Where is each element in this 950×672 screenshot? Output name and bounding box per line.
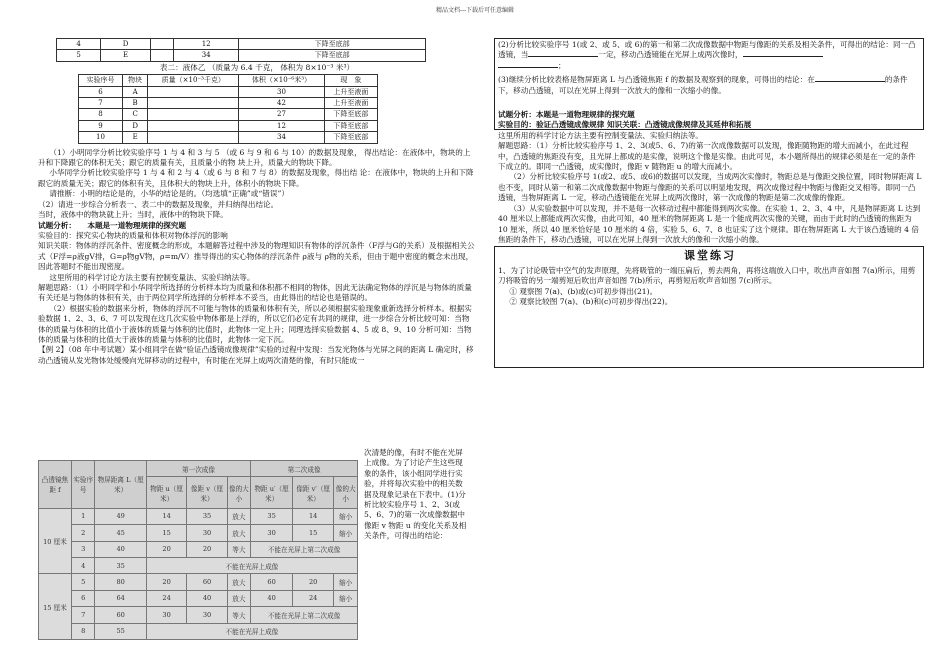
table-cell: A <box>122 86 147 97</box>
focal-cell: 15 厘米 <box>39 574 72 640</box>
table-header: 现 象 <box>324 75 377 86</box>
left-column <box>38 38 476 366</box>
q-part3-right: (3)继续分析比较表格是物屏距离 L 与凸透镜焦距 f 的数据及观察到的现象，可得出的结论：在 的条件下，移动凸透镜，可以在光屏上得到一次放大的像和一次缩小的像。 <box>498 75 908 95</box>
focal-cell: 10 厘米 <box>39 508 72 574</box>
q-judge: 请推断：小明的结论是的，小华的结论是的。（均选填“正确”或“错误”） <box>49 189 289 199</box>
table-row <box>57 50 426 61</box>
table-cell <box>148 109 239 120</box>
table-cell <box>148 132 239 143</box>
lens-subheader: 像的大小 <box>334 477 358 508</box>
value-cell: 20 <box>146 541 187 557</box>
lens-row <box>39 623 358 639</box>
lens-subheader: 物距 u′（厘米） <box>251 477 293 508</box>
table-cell: 上升至液面 <box>324 86 377 97</box>
table-2-caption: 表二：液体乙 （质量为 6.4 千克， 体积为 8×10⁻³ 米³） <box>159 62 355 72</box>
methods-2: 这里所用的科学讨论方法主要有控制变量法、实验归纳法等。 <box>498 130 704 140</box>
q-part2b: 当时，液体中的物块就上升；当时，液体中的物块下降。 <box>38 210 228 220</box>
distance-cell: 35 <box>95 557 146 573</box>
distance-cell: 80 <box>95 574 146 590</box>
h-first: 第一次成像 <box>146 461 250 477</box>
value-cell: 等大 <box>227 541 251 557</box>
page-header: 精品文档---下载后可任意编辑 <box>435 7 515 14</box>
distance-cell: 40 <box>95 541 146 557</box>
value-cell: 35 <box>251 508 293 524</box>
exp-purpose: 实验目的：探究实心物块的质量和体积对物体浮沉的影响 <box>38 230 228 240</box>
seq-cell: 7 <box>71 607 95 623</box>
table-row <box>79 109 378 120</box>
value-cell: 40 <box>187 590 227 606</box>
table-header: 体积（×10⁻⁶米³） <box>239 75 324 86</box>
table-cell: 下降至底部 <box>239 39 426 50</box>
value-cell: 放大 <box>227 508 251 524</box>
knowledge-link: 知识关联：物体的浮沉条件、密度概念的形成，本题解答过程中涉及的物理知识有物体的浮沉条件（F浮与G的关系）及根据相关公式（F浮=ρ液gV排，G=ρ物gV物，ρ=m/V）推导得出的实心物体的浮沉条件 ρ液与 ρ物的关系，但由于题中密度的概念未出现，因此答题时不能出现密度。 <box>38 241 475 272</box>
value-cell: 20 <box>187 541 227 557</box>
no-image-cell: 不能在光屏上成像 <box>146 557 357 573</box>
solution-1: 解题思路：（1）小明同学和小华同学所选择的分析样本均为质量和体积都不相同的物体，因此无法确定物体的浮沉是与物体的质量有关还是与物体的体积有关，由于两位同学所选择的分析样本不妥当，由此得出的结论也是错误的。 <box>38 282 472 303</box>
example-2: 【例 2】（08 年中考试题）某小组同学在做“验证凸透镜成像规律”实验的过程中发现：当发光物体与光屏之间的距离 L 确定时，移动凸透镜从发光物体处缓慢向光屏移动的过程中，有时能在光屏上成两次清楚的像，有时只能成一 <box>38 345 474 365</box>
table-cell: 30 <box>239 86 324 97</box>
value-cell: 35 <box>187 508 227 524</box>
table-cell: 12 <box>239 120 324 131</box>
value-cell: 15 <box>146 525 187 541</box>
table-cell: 下降至底部 <box>324 120 377 131</box>
exp-purpose-2: 实验目的：验证凸透镜成像规律 知识关联：凸透镜成像规律及其延伸和拓展 <box>498 120 752 130</box>
q-part2: （2）请进一步综合分析表一、表二中的数据及现象，并归纳得出结论。 <box>38 199 279 209</box>
table-cell: 27 <box>239 109 324 120</box>
table-1-tail <box>56 38 426 62</box>
lens-data-table-image <box>38 460 358 640</box>
table-cell: B <box>122 98 147 109</box>
analysis-title: 试题分析： 本题是一道物理规律的探究题 <box>38 220 187 230</box>
no-second-cell: 不能在光屏上第二次成像 <box>251 607 358 623</box>
value-cell: 20 <box>146 574 187 590</box>
value-cell: 30 <box>187 607 227 623</box>
value-cell: 30 <box>187 525 227 541</box>
h-seq: 实验序号 <box>71 461 95 509</box>
table-row <box>79 86 378 97</box>
practice-title: 课堂练习 <box>684 249 736 263</box>
table-cell: 5 <box>57 50 101 61</box>
table-cell <box>148 98 239 109</box>
lens-row <box>39 541 358 557</box>
practice-q1b: ② 观察比较图 7(a)、(b)和(c)可初步得出(22)。 <box>509 296 673 306</box>
lens-subheader: 像的大小 <box>227 477 251 508</box>
table-cell: C <box>122 109 147 120</box>
lens-row <box>39 525 358 541</box>
lens-subheader: 像距 v′（厘米） <box>292 477 333 508</box>
table-header: 物块 <box>122 75 147 86</box>
table-cell <box>148 120 239 131</box>
example-2-side-text: 次清楚的像，有时不能在光屏上成像。为了讨论产生这些现象的条件，该小组同学进行实验，并将每次实验中的相关数据及现象记录在下表中。(1)分析比较实验序号 1、2、3(或5、6、7)的第一次成像数据中像距 v 物距 u 的变化关系及相关条件，可得出的结论： <box>364 448 467 541</box>
value-cell: 缩小 <box>334 525 358 541</box>
lens-row <box>39 607 358 623</box>
table-cell: D <box>101 39 151 50</box>
seq-cell: 6 <box>71 590 95 606</box>
distance-cell: 55 <box>95 623 146 639</box>
table-2 <box>78 74 378 143</box>
value-cell: 放大 <box>227 525 251 541</box>
table-cell: 12 <box>174 39 239 50</box>
table-cell: 10 <box>79 132 123 143</box>
h-second: 第二次成像 <box>251 461 358 477</box>
analysis-title-2: 试题分析：本题是一道物理规律的探究题 <box>498 110 635 120</box>
value-cell: 放大 <box>227 590 251 606</box>
table-cell: 4 <box>57 39 101 50</box>
solution-2-3: （3）从实验数据中可以发现，并不是每一次移动过程中都能得到两次实像。在实验 1、2、3、4 中，凡是物屏距离 L 达到 40 厘米以上都能成两次实像，由此可知，40 厘米的物屏距离 L 是一个能成两次实像的关键，而由于此时的凸透镜的焦距为 10 厘米，所以 40 厘米恰好是 10 厘米的 4 倍，实验 5、6、7、8 也证实了这个规律。即在物屏距离 L 大于该凸透镜的 4 倍焦距的条件下，移动凸透镜，可以在光屏上得到一次放大的像和一次缩小的像。 <box>498 203 921 244</box>
value-cell: 缩小 <box>334 508 358 524</box>
h-distance: 物屏距离 L（厘米） <box>95 461 146 509</box>
table-cell: E <box>122 132 147 143</box>
lens-subheader: 像距 v（厘米） <box>187 477 227 508</box>
value-cell: 60 <box>187 574 227 590</box>
no-second-cell: 不能在光屏上第二次成像 <box>251 541 358 557</box>
value-cell: 缩小 <box>334 574 358 590</box>
table-cell: 6 <box>79 86 123 97</box>
seq-cell: 5 <box>71 574 95 590</box>
methods: 这里所用的科学讨论方法主要有控制变量法、实验归纳法等。 <box>49 272 255 282</box>
table-cell <box>150 39 173 50</box>
value-cell: 30 <box>251 525 293 541</box>
table-cell: 下降至底部 <box>239 50 426 61</box>
lens-row <box>39 508 358 524</box>
q-part2-right: (2)分析比较实验序号 1(或 2、或 5、或 6)的第一和第二次成像数据中物距与像距的关系及相关条件，可得出的结论：同一凸透镜，当 一定，移动凸透镜能在光屏上成两次像时， <box>498 40 916 60</box>
table-header: 实验序号 <box>79 75 123 86</box>
table-cell: 下降至底部 <box>324 132 377 143</box>
seq-cell: 4 <box>71 557 95 573</box>
q-part1: （1）小明同学分析比较实验序号 1 与 4 和 3 与 5 （或 6 与 9 和 6 与 10）的数据及现象， 得出结论：在液体中，物块的上升和下降跟它的体积无关；跟它的质量有关，且质量小的物 块上升，质量大的物块下降。 <box>38 147 471 168</box>
practice-box <box>494 246 924 368</box>
value-cell: 20 <box>292 574 333 590</box>
table-cell <box>150 50 173 61</box>
solution-2-2: （2）分析比较实验序号 1(或2、或5、或6)的数据可以发现，当成两次实像时，物距总是与像距交换位置，同时物屏距离 L 也不变，同时从第一和第二次成像数据中物距与像距的关系可以明显地发现，两次成像过程中物距与像距交叉相等。即同一凸透镜，当物屏距离 L 一定，移动凸透镜能在光屏上成两次像时，第一次成像的物距是第二次成像的像距。 <box>498 172 922 203</box>
distance-cell: 64 <box>95 590 146 606</box>
value-cell: 等大 <box>227 607 251 623</box>
table-cell: D <box>122 120 147 131</box>
value-cell: 缩小 <box>334 590 358 606</box>
table-cell: 下降至底部 <box>324 109 377 120</box>
table-row <box>57 39 426 50</box>
table-cell: 34 <box>239 132 324 143</box>
table-cell: E <box>101 50 151 61</box>
value-cell: 15 <box>292 525 333 541</box>
distance-cell: 49 <box>95 508 146 524</box>
distance-cell: 45 <box>95 525 146 541</box>
table-row <box>79 120 378 131</box>
lens-row <box>39 557 358 573</box>
value-cell: 14 <box>146 508 187 524</box>
no-image-cell: 不能在光屏上成像 <box>146 623 357 639</box>
solution-2-1: 解题思路：（1）分析比较实验序号 1、2、3(或5、6、7)的第一次成像数据可以发现，像距随物距的增大而减小，在此过程中，凸透镜的焦距没有变，且光屏上都成的是实像，说明这个像是实像。由此可见，本小题所得出的规律必须是在一定的条件下成立的。即同一凸透镜，成实像时，像距 v 随物距 u 的增大而减小。 <box>498 141 916 172</box>
table-header: 质量（×10⁻³千克） <box>148 75 239 86</box>
table-cell: 42 <box>239 98 324 109</box>
table-cell: 7 <box>79 98 123 109</box>
value-cell: 24 <box>146 590 187 606</box>
table-cell: 上升至液面 <box>324 98 377 109</box>
value-cell: 30 <box>146 607 187 623</box>
table-cell: 9 <box>79 120 123 131</box>
lens-subheader: 物距 u（厘米） <box>146 477 187 508</box>
practice-q1: 1、为了讨论吸管中空气的发声原理，先将吸管的一端压扁后，剪去两角，再将这端放入口中，吹出声音如图 7(a)所示，用剪刀将吸管的另一端剪短后吹出声音如图 7(b)所示，再剪短后吹声音如图 7(c)所示。 <box>498 265 916 286</box>
seq-cell: 3 <box>71 541 95 557</box>
lens-row <box>39 574 358 590</box>
right-column: (2)分析比较实验序号 1(或 2、或 5、或 6)的第一和第二次成像数据中物距与像距的关系及相关条件，可得出的结论：同一凸透镜，当 一定，移动凸透镜能在光屏上成两次像时， ； (3)继续分析比较表格是物屏距离 L 与凸透镜焦距 f 的数据及观察到的现象，可得出的结论：在 的条件下，移动凸透镜，可以在光屏上得到一次放大的像和一次缩小的像。 试题分析：本题是一道物理规律的探究题 实验目的：验证凸透镜成像规律 知识关联：凸透镜成像规律及其延伸和拓展 这里所用的科学讨论方法主要有控制变量法、实验归纳法等。 解题思路：（1）分析比较实验序号 1、2、3(或5、6、7)的第一次成像数据可以发现，像距随物距的增大而减小，在此过程中，凸透镜的焦距没有变，且光屏上都成的是实像，说明这个像是实像。由此可见，本小题所得出的规律必须是在一定的条件下成立的。即同一凸透镜，成实像时，像距 v 随物距 u 的增大而减小。 （2）分析比较实验序号 1(或2、或5、或6)的数据可以发现，当成两次实像时，物距总是与像距交换位置，同时物屏距离 L 也不变，同时从第一和第二次成像数据中物距与像距的关系可以明显地发现，两次成像过程中物距与像距交叉相等。即同一凸透镜，当物屏距离 L 一定，移动凸透镜能在光屏上成两次像时，第一次成像的物距是第二次成像的像距。 （3）从实验数据中可以发现，并不是每一次移动过程中都能得到两次实像。在实验 1、2、3、4 中，凡是物屏距离 L 达到 40 厘米以上都能成两次实像，由此可知，40 厘米的物屏距离 L 是一个能成两次实像的关键，而由于此时的凸透镜的焦距为 10 厘米，所以 40 厘米恰好是 10 厘米的 4 倍，实验 5、6、7、8 也证实了这个规律。即在物屏距离 L 大于该凸透镜的 4 倍焦距的条件下，移动凸透镜，可以在光屏上得到一次放大的像和一次缩小的像。 课堂练习 1、为了讨论吸管中空气的发声原理，先将吸管的一端压扁后，剪去两角，再将这端放入口中，吹出声音如图 7(a)所示，用剪刀将吸管的另一端剪短后吹出声音如图 7(b)所示，再剪短后吹声音如图 7(c)所示。 ① 观察图 7(a)、(b)或(c)可初步得出(21)。 ② 观察比较图 7(a)、(b)和(c)可初步得出(22)。 <box>498 40 922 306</box>
value-cell: 60 <box>251 574 293 590</box>
value-cell: 14 <box>292 508 333 524</box>
table-cell <box>148 86 239 97</box>
value-cell: 24 <box>292 590 333 606</box>
seq-cell: 1 <box>71 508 95 524</box>
distance-cell: 60 <box>95 607 146 623</box>
value-cell: 放大 <box>227 574 251 590</box>
table-row <box>79 98 378 109</box>
table-row <box>79 132 378 143</box>
q-part1b: 小华同学分析比较实验序号 1 与 4 和 2 与 4（或 6 与 8 和 7 与 8）的数据及现象，得出结 论：在液体中，物块的上升和下降跟它的质量无关；跟它的体积有关，且体积大的物块上升，体积小的物块下降。 <box>38 168 474 188</box>
lens-row <box>39 590 358 606</box>
solution-2: （2）根据实验的数据来分析，物体的浮沉不可能与物体的质量和体积有关，所以必须根据实验现象重新选择分析样本。根据实验数据 1、2、3、6、7 可以发现在这几次实验中物体都是上浮的，所以它们必定有共同的规律，进一步综合分析比较可知：当物体的质量与体积的比值小于液体的质量与体积的比值时，此物体一定上升；同理选择实验数据 4、5 或 8、9、10 分析可知：当物体的质量与体积的比值大于液体的质量与体积的比值时，此物体一定下沉。 <box>38 303 472 344</box>
value-cell: 40 <box>251 590 293 606</box>
practice-q1a: ① 观察图 7(a)、(b)或(c)可初步得出(21)。 <box>509 286 658 296</box>
seq-cell: 2 <box>71 525 95 541</box>
h-focal: 凸透镜焦距 f <box>39 461 72 509</box>
table-cell: 8 <box>79 109 123 120</box>
table-cell: 34 <box>174 50 239 61</box>
seq-cell: 8 <box>71 623 95 639</box>
